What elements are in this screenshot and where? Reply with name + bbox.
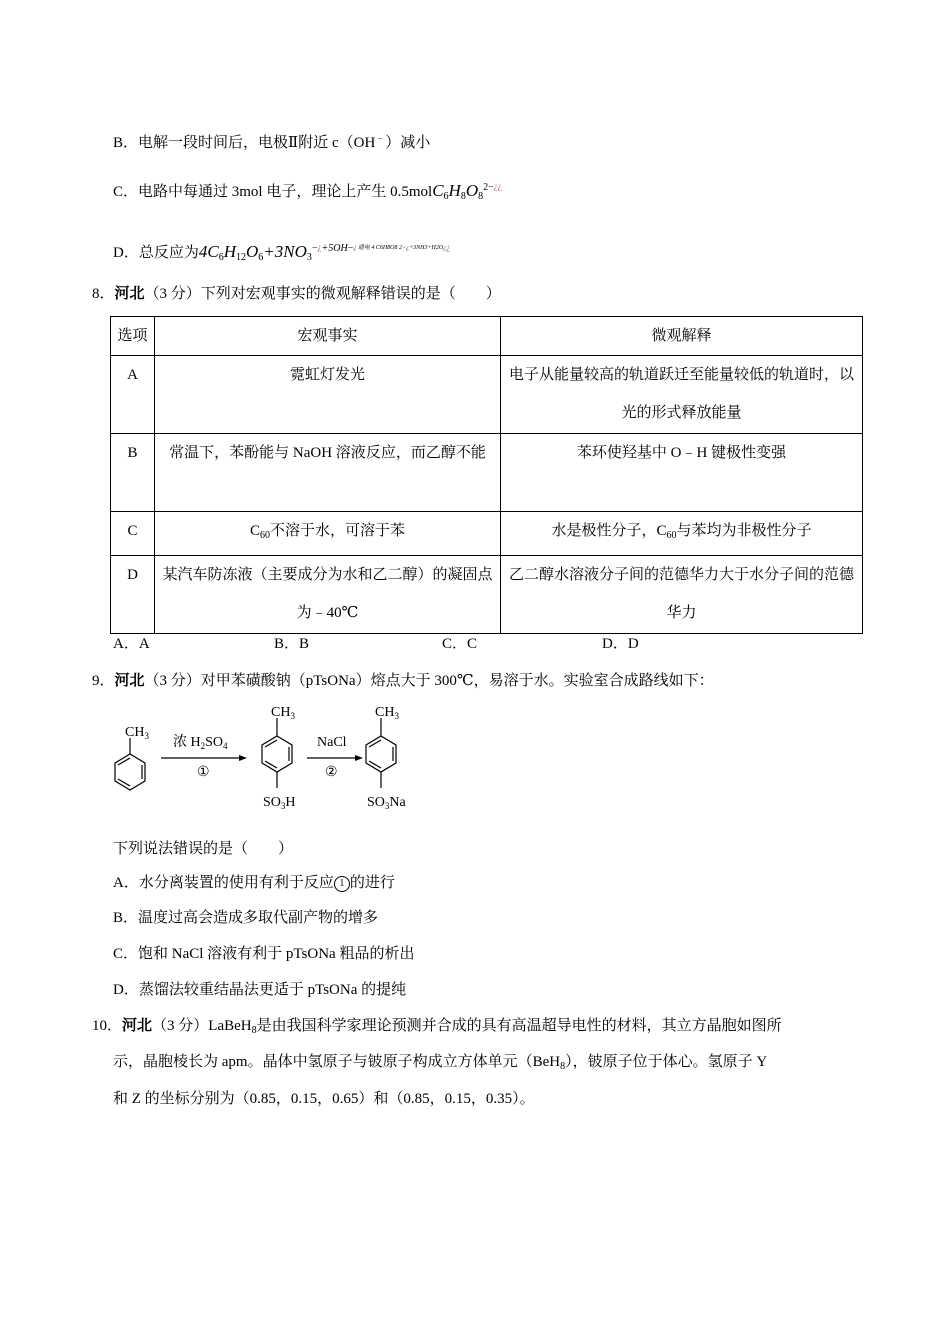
explanation-cell: 苯环使羟基中 O﹣H 键极性变强: [501, 434, 863, 512]
q7-option-b: B．电解一段时间后，电极Ⅱ附近 c（OH﹣）减小: [113, 133, 431, 151]
q8-stem: 8．河北（3 分）下列对宏观事实的微观解释错误的是（ ）: [92, 286, 501, 302]
table-header-cell: 宏观事实: [155, 317, 501, 356]
q7-option-d: D．总反应为$4C_6H_{12}O_6+3NO_3^{-¿+5OH-¿ 通电 4 C6H8O8 2-¿+3NH3+H2O¿¿}$: [113, 242, 451, 263]
q10-stem-line-3: 和 Z 的坐标分别为（0.85，0.15，0.65）和（0.85，0.15，0.35）。: [113, 1091, 535, 1107]
option-cell: A: [111, 356, 155, 434]
toluene-ch3-label: $CH_3$: [125, 725, 149, 741]
table-row: [111, 512, 863, 556]
so3h-label: $SO_3H$: [263, 795, 296, 811]
table-header-row: [111, 317, 863, 356]
q9-prompt: 下列说法错误的是（ ）: [113, 841, 294, 857]
fact-cell: $C_{60}$不溶于水，可溶于苯: [155, 512, 501, 556]
table-row: [111, 434, 863, 512]
arrowhead-icon: [239, 755, 247, 761]
toluene-structure: [115, 738, 145, 790]
table-row: [111, 356, 863, 434]
so3na-label: $SO_3Na$: [367, 795, 406, 811]
fact-cell: 常温下，苯酚能与 NaOH 溶液反应，而乙醇不能: [155, 434, 501, 512]
q9-option-d: D．蒸馏法较重结晶法更适于 pTsONa 的提纯: [113, 982, 407, 998]
step-1-label: ①: [197, 765, 210, 780]
explanation-cell: 电子从能量较高的轨道跃迁至能量较低的轨道时，以光的形式释放能量: [501, 356, 863, 434]
fact-cell: 霓虹灯发光: [155, 356, 501, 434]
q9-option-c: C．饱和 NaCl 溶液有利于 pTsONa 粗品的析出: [113, 946, 415, 962]
ptsoh-ch3-label: $CH_3$: [271, 705, 295, 721]
q8-option-d: D．D: [602, 636, 639, 652]
q9-option-a: A．水分离装置的使用有利于反应 1 的进行: [113, 875, 395, 891]
table-header-cell: 选项: [111, 317, 155, 356]
q8-table: [110, 316, 863, 634]
reagent-1: 浓 $H_2SO_4$: [173, 735, 228, 751]
reagent-2: NaCl: [317, 735, 347, 750]
synthesis-scheme: [105, 698, 435, 818]
q8-option-b: B．B: [274, 636, 310, 652]
circled-number-icon: 1: [334, 876, 350, 892]
q9-stem: 9．河北（3 分）对甲苯磺酸钠（pTsONa）熔点大于 300℃，易溶于水。实验室合成路线如下：: [92, 673, 714, 689]
explanation-cell: 乙二醇水溶液分子间的范德华力大于水分子间的范德华力: [501, 556, 863, 634]
ptsona-ch3-label: $CH_3$: [375, 705, 399, 721]
arrowhead-icon: [355, 755, 363, 761]
option-cell: D: [111, 556, 155, 634]
q7-option-c: C．电路中每通过 3mol 电子，理论上产生 $0.5molC_6H_8O_8^{2-¿¿}$: [113, 181, 502, 202]
step-2-label: ②: [325, 765, 338, 780]
q9-option-b: B．温度过高会造成多取代副产物的增多: [113, 910, 379, 926]
table-header-cell: 微观解释: [501, 317, 863, 356]
ptsoh-structure: [262, 718, 292, 788]
q10-stem-line-2: 示，晶胞棱长为 apm。晶体中氢原子与铍原子构成立方体单元（BeH$_8$），铍原子位于体心。氢原子 Y: [113, 1054, 768, 1072]
table-row: [111, 556, 863, 634]
q8-option-a: A．A: [113, 636, 150, 652]
q10-stem-line-1: 10．河北（3 分）LaBeH$_8$是由我国科学家理论预测并合成的具有高温超导电性的材料，其立方晶胞如图所: [92, 1018, 782, 1036]
explanation-cell: 水是极性分子，$C_{60}$与苯均为非极性分子: [501, 512, 863, 556]
option-cell: B: [111, 434, 155, 512]
fact-cell: 某汽车防冻液（主要成分为水和乙二醇）的凝固点为﹣40℃: [155, 556, 501, 634]
option-cell: C: [111, 512, 155, 556]
q8-option-c: C．C: [442, 636, 478, 652]
ptsona-structure: [366, 718, 396, 788]
